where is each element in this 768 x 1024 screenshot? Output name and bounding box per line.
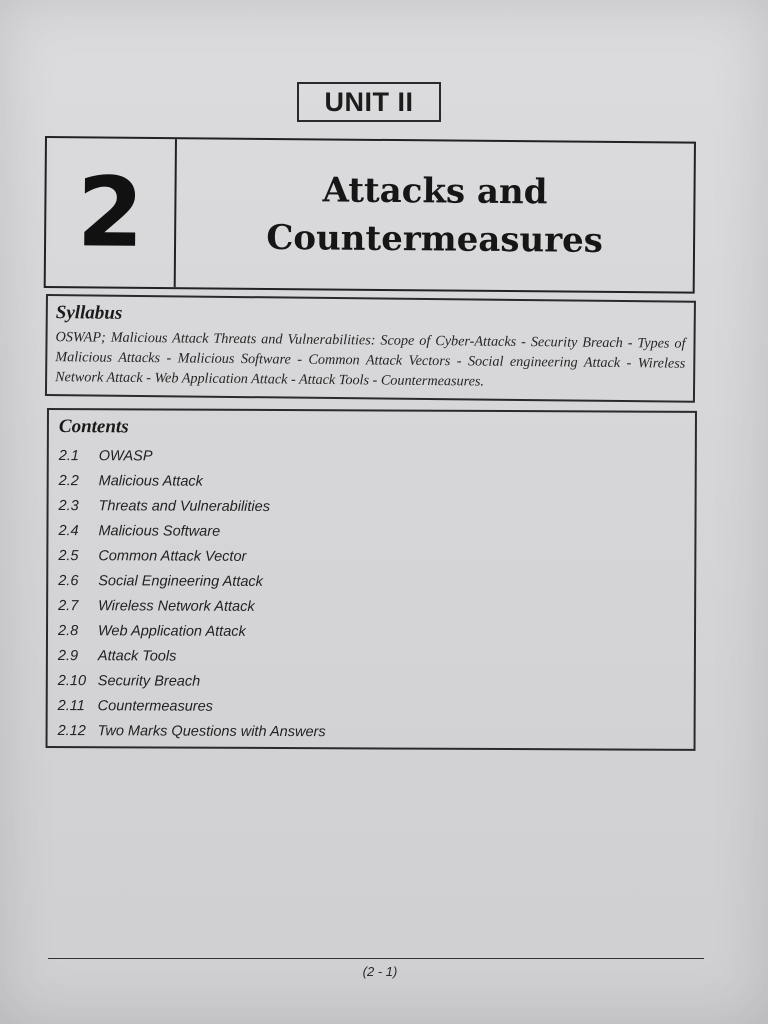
contents-item [58, 668, 684, 696]
unit-label: UNIT II [324, 86, 414, 117]
contents-item-number: 2.8 [57, 622, 79, 639]
contents-item-title: Web Application Attack [97, 622, 246, 640]
unit-label-box [297, 82, 441, 122]
footer-divider [48, 958, 704, 959]
contents-item-title: Security Breach [97, 672, 201, 690]
contents-item-number: 2.11 [57, 697, 85, 714]
contents-item-title: Wireless Network Attack [98, 597, 255, 615]
contents-item [58, 693, 684, 721]
page-number: (2 - 1) [362, 964, 398, 979]
contents-item-number: 2.5 [58, 547, 79, 564]
contents-item-number: 2.4 [58, 522, 79, 539]
contents-item-number: 2.2 [58, 472, 79, 489]
contents-item-title: Malicious Software [98, 522, 221, 540]
chapter-title-cell [176, 139, 694, 292]
contents-item-number: 2.10 [57, 672, 87, 689]
contents-item [58, 618, 684, 646]
chapter-title-line-1: Attacks and [322, 170, 548, 213]
contents-item [59, 468, 685, 496]
contents-item [58, 543, 684, 571]
contents-item-title: Countermeasures [97, 697, 213, 715]
syllabus-box [45, 294, 696, 403]
chapter-number: 2 [76, 156, 145, 269]
chapter-number-cell [46, 138, 177, 287]
contents-item-number: 2.6 [58, 572, 79, 589]
contents-item-title: Threats and Vulnerabilities [98, 497, 271, 515]
contents-item-title: Two Marks Questions with Answers [97, 722, 326, 740]
contents-item [58, 568, 684, 596]
syllabus-heading: Syllabus [55, 302, 123, 324]
contents-item [59, 493, 685, 521]
contents-item [58, 718, 684, 746]
contents-item-number: 2.1 [58, 447, 79, 464]
contents-item-number: 2.7 [58, 597, 79, 614]
contents-heading: Contents [58, 416, 129, 438]
contents-item-title: Attack Tools [97, 647, 177, 665]
contents-item [58, 643, 684, 671]
contents-box [46, 408, 697, 751]
contents-item [58, 593, 684, 621]
contents-item-title: Social Engineering Attack [98, 572, 263, 590]
contents-item-number: 2.12 [57, 722, 86, 739]
contents-item-number: 2.3 [58, 497, 79, 514]
syllabus-text: OSWAP; Malicious Attack Threats and Vulnerabilities: Scope of Cyber-Attacks - Security Breach - Types of Malicious Attacks - Malicious Software - Common Attack Vectors - Social engineering Attack - Wireless Network Attack - Web Application Attack - Attack Tools - Countermeasures. [55, 329, 686, 390]
contents-item [59, 443, 685, 471]
chapter-title-line-2: Countermeasures [266, 217, 604, 261]
contents-item-number: 2.9 [57, 647, 79, 664]
contents-list [58, 443, 685, 746]
contents-item [58, 518, 684, 546]
contents-item-title: OWASP [98, 447, 153, 464]
chapter-heading-box [44, 136, 696, 294]
contents-item-title: Malicious Attack [98, 472, 203, 490]
contents-item-title: Common Attack Vector [98, 547, 247, 565]
